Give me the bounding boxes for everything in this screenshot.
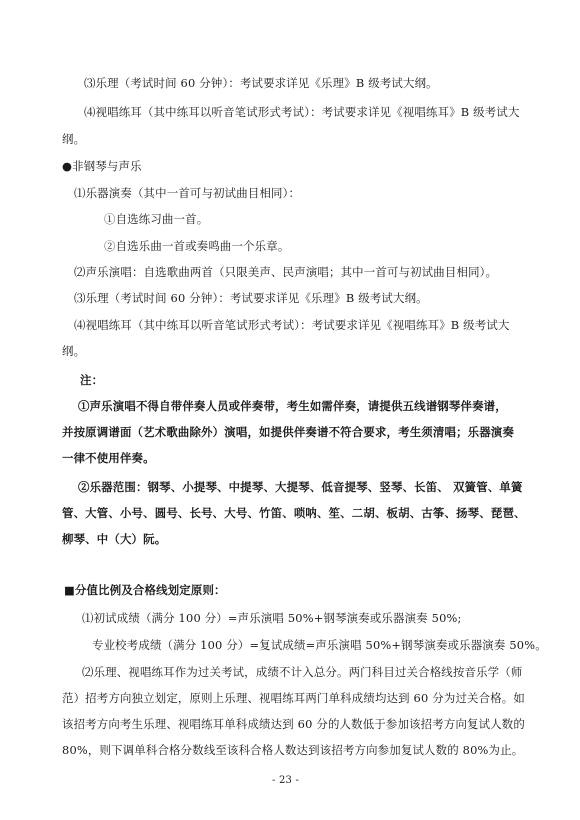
paragraph-sight-singing-2-cont: 纲。 [62,344,86,358]
list-item-etude: ①自选练习曲一首。 [104,212,209,226]
section-heading-score: ■分值比例及合格线划定原则： [64,583,226,597]
score-rule-pass-line-2: 范）招考方向独立划定，原则上乐理、视唱练耳两门单科成绩均达到 60 分为过关合格。如 [62,691,525,705]
note-2-line-1: ②乐器范围：钢琴、小提琴、中提琴、大提琴、低音提琴、竖琴、长笛、 双簧管、单簧 [78,480,523,494]
note-2-line-3: 柳琴、中（大）阮。 [62,532,167,546]
paragraph-music-theory-2: ⑶乐理（考试时间 60 分钟）：考试要求详见《乐理》B 级考试大纲。 [74,291,428,305]
score-rule-pass-line-1: ⑵乐理、视唱练耳作为过关考试，成绩不计入总分。两门科目过关合格线按音乐学（师 [82,665,523,679]
note-2-line-2: 管、大管、小号、圆号、长号、大号、竹笛、唢呐、笙、二胡、板胡、古筝、扬琴、琵琶、 [62,506,526,520]
paragraph-vocal: ⑵声乐演唱：自选歌曲两首（只限美声、民声演唱；其中一首可与初试曲目相同）。 [74,265,498,279]
score-rule-pass-line-3: 该招考方向考生乐理、视唱练耳单科成绩达到 60 分的人数低于参加该招考方向复试人数的 [62,717,525,731]
paragraph-sight-singing-cont: 纲。 [62,132,86,146]
score-rule-final: 专业校考成绩（满分 100 分）=复试成绩=声乐演唱 50%+钢琴演奏或乐器演奏 50%。 [92,638,547,652]
paragraph-instrument: ⑴乐器演奏（其中一首可与初试曲目相同）： [74,186,301,200]
note-1-line-3: 一律不使用伴奏。 [62,451,155,465]
list-item-piece: ②自选乐曲一首或奏鸣曲一个乐章。 [104,239,290,253]
paragraph-sight-singing: ⑷视唱练耳（其中练耳以听音笔试形式考试）：考试要求详见《视唱练耳》B 级考试大 [84,105,520,119]
note-1-line-2: 并按原调谱面（艺术歌曲除外）演唱，如提供伴奏谱不符合要求，考生须清唱；乐器演奏 [62,425,515,439]
note-1-line-1: ①声乐演唱不得自带伴奏人员或伴奏带，考生如需伴奏，请提供五线谱钢琴伴奏谱， [78,399,507,413]
paragraph-music-theory: ⑶乐理（考试时间 60 分钟）：考试要求详见《乐理》B 级考试大纲。 [84,76,438,90]
page-number: - 23 - [272,775,300,786]
score-rule-pass-line-4: 80%，则下调单科合格分数线至该科合格人数达到该招考方向参加复试人数的 80%为止。 [62,743,524,757]
section-heading-non-piano: ●非钢琴与声乐 [62,159,142,173]
score-rule-initial: ⑴初试成绩（满分 100 分）=声乐演唱 50%+钢琴演奏或乐器演奏 50%; [82,611,462,625]
paragraph-sight-singing-2: ⑷视唱练耳（其中练耳以听音笔试形式考试）：考试要求详见《视唱练耳》B 级考试大 [74,318,510,332]
note-title: 注： [80,373,104,387]
